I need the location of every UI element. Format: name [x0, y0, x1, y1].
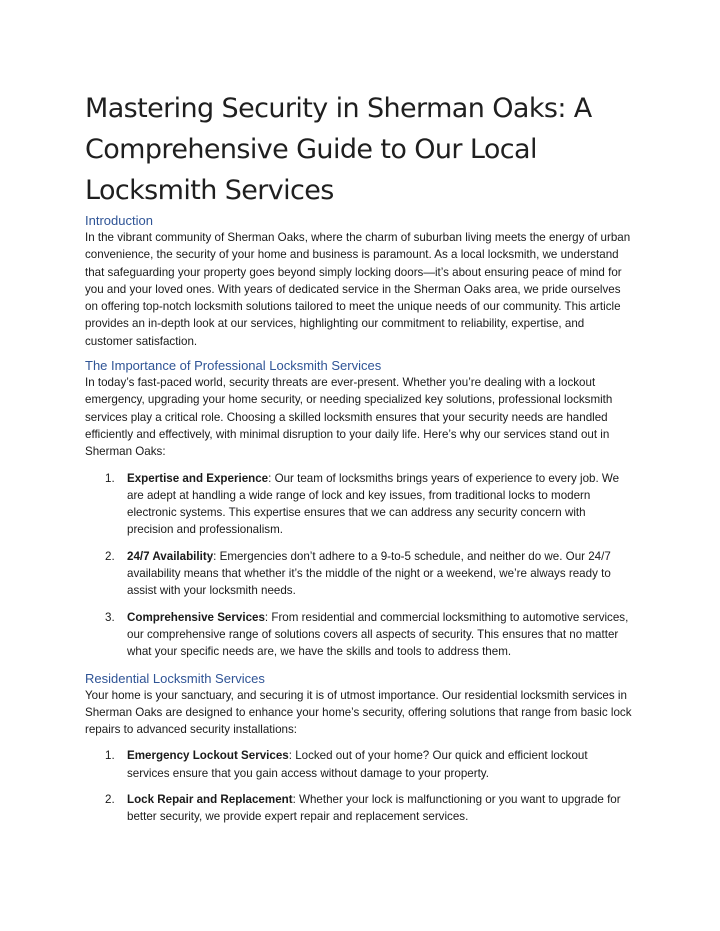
- section-heading-importance: The Importance of Professional Locksmith Services: [85, 358, 382, 374]
- list-item-term: Expertise and Experience: [127, 471, 269, 485]
- list-item: [85, 747, 633, 782]
- list-item: [85, 470, 633, 539]
- list-item-text: : Whether your lock is malfunctioning or you want to upgrade for better security, we provide expert repair and replacement services.: [127, 793, 621, 824]
- section-heading-introduction: Introduction: [85, 213, 153, 228]
- list-item-term: Emergency Lockout Services: [127, 749, 289, 763]
- list-item-number: 1.: [105, 471, 115, 485]
- list-item-number: 1.: [105, 749, 115, 763]
- list-item-text: : Emergencies don’t adhere to a 9-to-5 schedule, and neither do we. Our 24/7 availability means that whether it’s the middle of the night or a weekend, we’re always ready to assist with your locksmith needs.: [127, 549, 611, 598]
- document-page: [85, 88, 633, 835]
- list-item-number: 2.: [105, 793, 115, 807]
- introduction-paragraph: In the vibrant community of Sherman Oaks, where the charm of suburban living meets the energy of urban convenience, the security of your home and business is paramount. As a local locksmith, we understand that safeguarding your property goes beyond simply locking doors—it’s about ensuring peace of mind for you and your loved ones. With years of dedicated service in the Sherman Oaks area, we pride ourselves on offering top-notch locksmith solutions tailored to meet the unique needs of our community. This article provides an in-depth look at our services, highlighting our commitment to reliability, expertise, and customer satisfaction.: [85, 231, 631, 348]
- list-item: [85, 548, 633, 600]
- list-item: [85, 609, 633, 661]
- residential-list: [85, 747, 633, 825]
- list-item-text: : From residential and commercial locksmithing to automotive services, our comprehensive range of solutions covers all aspects of security. This ensures that no matter what your specific needs are, we have the skills and tools to address them.: [127, 610, 629, 659]
- list-item-number: 3.: [105, 610, 115, 624]
- list-item-text: : Locked out of your home? Our quick and efficient lockout services ensure that you gain access without damage to your property.: [127, 749, 588, 780]
- residential-paragraph: Your home is your sanctuary, and securing it is of utmost importance. Our residential locksmith services in Sherman Oaks are designed to enhance your home’s security, offering solutions that range from basic lock repairs to advanced security installations:: [85, 688, 632, 737]
- list-item: [85, 791, 633, 826]
- section-heading-residential: Residential Locksmith Services: [85, 670, 265, 686]
- list-item-term: Lock Repair and Replacement: [127, 793, 293, 807]
- importance-list: [85, 470, 633, 661]
- list-item-term: Comprehensive Services: [127, 610, 265, 624]
- importance-paragraph: In today’s fast-paced world, security threats are ever-present. Whether you’re dealing with a lockout emergency, upgrading your home security, or needing specialized key solutions, professional locksmith services play a critical role. Choosing a skilled locksmith ensures that your security needs are handled efficiently and effectively, with minimal disruption to your daily life. Here’s why our services stand out in Sherman Oaks:: [85, 376, 613, 459]
- list-item-term: 24/7 Availability: [127, 549, 214, 563]
- list-item-number: 2.: [105, 549, 115, 563]
- page-title: Mastering Security in Sherman Oaks: A Comprehensive Guide to Our Local Locksmith Services: [85, 93, 592, 206]
- list-item-text: : Our team of locksmiths brings years of experience to every job. We are adept at handling a wide range of lock and key issues, from traditional locks to modern electronic systems. This expertise ensures that we can address any security concern with precision and professionalism.: [127, 471, 620, 537]
